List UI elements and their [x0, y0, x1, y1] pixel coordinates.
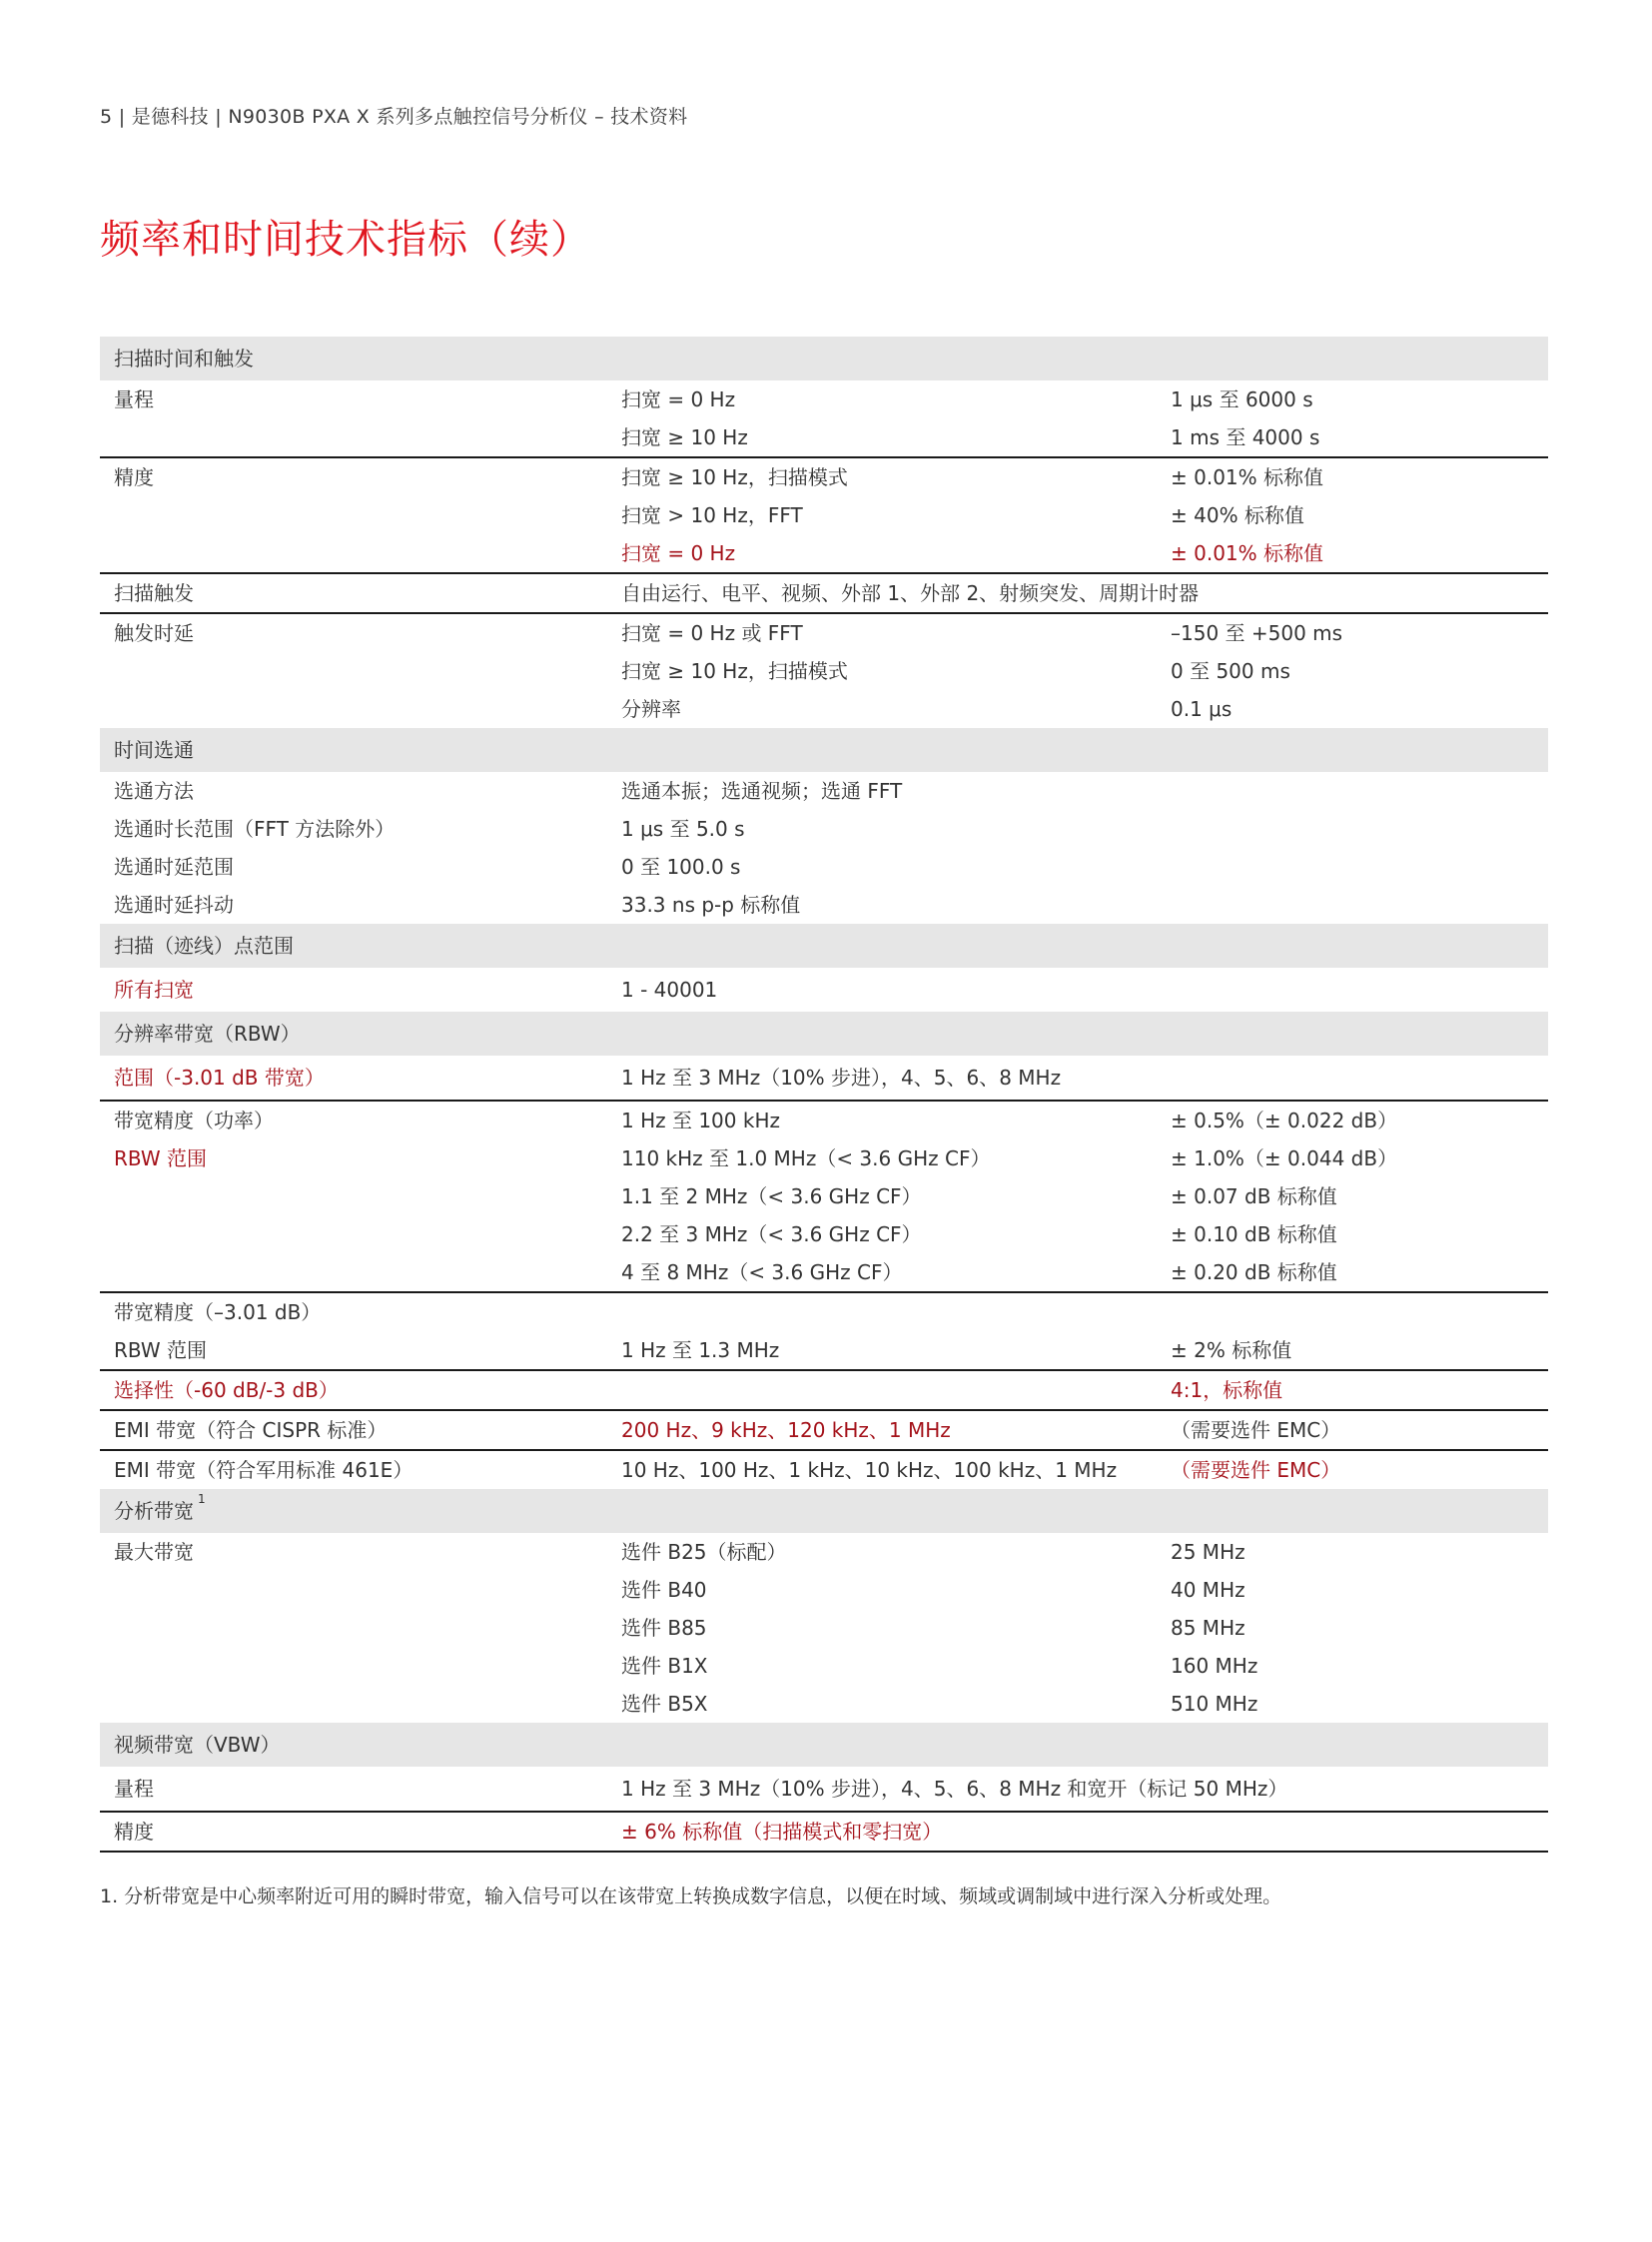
condition-cell: 选件 B5X — [621, 1692, 708, 1716]
value-cell: 160 MHz — [1171, 1654, 1258, 1678]
parameter-cell: 带宽精度（–3.01 dB） — [100, 1292, 607, 1331]
section-title-text: 分析带宽 — [114, 1499, 194, 1523]
condition-cell: 10 Hz、100 Hz、1 kHz、10 kHz、100 kHz、1 MHz — [607, 1450, 1157, 1489]
running-header: 5 | 是德科技 | N9030B PXA X 系列多点触控信号分析仪 – 技术资料 — [100, 106, 688, 128]
value-cell: 40 MHz — [1171, 1578, 1245, 1602]
table-row — [100, 1647, 1548, 1685]
condition-cell: 选件 B25（标配） — [621, 1540, 787, 1564]
parameter-cell — [100, 690, 607, 728]
parameter-cell: 最大带宽 — [114, 1540, 194, 1564]
section-title-text: 视频带宽（VBW） — [114, 1733, 281, 1757]
section-title-text: 时间选通 — [114, 738, 194, 762]
parameter-cell: 精度 — [100, 457, 607, 496]
value-cell: ± 0.20 dB 标称值 — [1171, 1260, 1337, 1284]
parameter-cell: 范围（-3.01 dB 带宽） — [114, 1066, 325, 1090]
parameter-cell — [100, 1571, 607, 1609]
condition-cell: 分辨率 — [621, 697, 681, 721]
table-row — [100, 1533, 1548, 1571]
condition-cell: 110 kHz 至 1.0 MHz（< 3.6 GHz CF） — [621, 1146, 991, 1170]
table-row — [100, 1767, 1548, 1812]
table-row — [100, 613, 1548, 652]
condition-cell: 1 Hz 至 3 MHz（10% 步进），4、5、6、8 MHz — [621, 1066, 1062, 1090]
parameter-cell: 量程 — [114, 1777, 154, 1801]
parameter-cell: RBW 范围 — [114, 1146, 208, 1170]
parameter-cell: 触发时延 — [100, 613, 607, 652]
section-title — [100, 1489, 1548, 1533]
condition-cell: 1 μs 至 5.0 s — [621, 817, 745, 841]
parameter-cell — [100, 1215, 607, 1253]
table-row — [100, 1370, 1548, 1410]
section-header-row — [100, 1012, 1548, 1056]
table-row — [100, 1177, 1548, 1215]
section-title — [100, 1012, 1548, 1056]
condition-cell: 扫宽 ≥ 10 Hz，扫描模式 — [621, 659, 848, 683]
section-title — [100, 924, 1548, 968]
condition-cell: 1 - 40001 — [621, 978, 718, 1002]
parameter-cell: 选通方法 — [114, 779, 194, 803]
condition-cell: 扫宽 = 0 Hz — [621, 541, 736, 565]
table-row — [100, 772, 1548, 810]
condition-cell: 选件 B85 — [621, 1616, 707, 1640]
parameter-cell: 选通时延抖动 — [114, 893, 234, 917]
value-cell — [1157, 1812, 1548, 1852]
table-row — [100, 1215, 1548, 1253]
value-cell — [1157, 968, 1548, 1012]
value-cell: ± 1.0%（± 0.044 dB） — [1171, 1146, 1398, 1170]
table-row — [100, 1292, 1548, 1331]
parameter-cell — [100, 418, 607, 457]
parameter-cell: 选通时长范围（FFT 方法除外） — [114, 817, 396, 841]
condition-cell: 选件 B1X — [621, 1654, 708, 1678]
section-title-text: 扫描（迹线）点范围 — [114, 934, 294, 958]
value-cell: 1 μs 至 6000 s — [1171, 387, 1313, 411]
table-row — [100, 573, 1548, 613]
value-cell — [1157, 1056, 1548, 1101]
value-cell — [1157, 772, 1548, 810]
value-cell: 510 MHz — [1171, 1692, 1258, 1716]
parameter-cell: 量程 — [114, 387, 154, 411]
parameter-cell — [100, 496, 607, 534]
condition-cell: 33.3 ns p-p 标称值 — [621, 893, 801, 917]
condition-cell: 选件 B40 — [621, 1578, 707, 1602]
parameter-cell: 带宽精度（功率） — [100, 1101, 607, 1139]
section-title — [100, 1723, 1548, 1767]
table-row — [100, 848, 1548, 886]
table-row — [100, 1812, 1548, 1852]
value-cell: ± 0.5%（± 0.022 dB） — [1157, 1101, 1548, 1139]
table-row — [100, 1410, 1548, 1450]
table-row — [100, 1450, 1548, 1489]
parameter-cell: EMI 带宽（符合 CISPR 标准） — [100, 1410, 607, 1450]
condition-cell: 1 Hz 至 3 MHz（10% 步进），4、5、6、8 MHz 和宽开（标记 50 MHz） — [621, 1777, 1288, 1801]
parameter-cell — [100, 1647, 607, 1685]
condition-cell: 1.1 至 2 MHz（< 3.6 GHz CF） — [621, 1184, 922, 1208]
section-header-row — [100, 1723, 1548, 1767]
table-row — [100, 1609, 1548, 1647]
condition-cell: ± 6% 标称值（扫描模式和零扫宽） — [607, 1812, 1157, 1852]
condition-cell: 1 Hz 至 1.3 MHz — [621, 1338, 780, 1362]
condition-cell: 4 至 8 MHz（< 3.6 GHz CF） — [621, 1260, 903, 1284]
value-cell: （需要选件 EMC） — [1157, 1410, 1548, 1450]
value-cell: 1 ms 至 4000 s — [1171, 425, 1320, 449]
value-cell: ± 40% 标称值 — [1171, 503, 1304, 527]
parameter-cell — [100, 1609, 607, 1647]
parameter-cell: 选择性（-60 dB/-3 dB） — [100, 1370, 607, 1410]
condition-cell: 选通本振；选通视频；选通 FFT — [621, 779, 903, 803]
value-cell — [1157, 810, 1548, 848]
value-cell: ± 0.10 dB 标称值 — [1171, 1222, 1337, 1246]
table-row — [100, 1571, 1548, 1609]
condition-cell: 自由运行、电平、视频、外部 1、外部 2、射频突发、周期计时器 — [607, 573, 1157, 613]
value-cell: 85 MHz — [1171, 1616, 1245, 1640]
condition-cell — [607, 1370, 1157, 1410]
table-row — [100, 457, 1548, 496]
section-title — [100, 337, 1548, 380]
footnote-marker: 1 — [198, 1492, 206, 1506]
condition-cell — [607, 1292, 1157, 1331]
condition-cell: 200 Hz、9 kHz、120 kHz、1 MHz — [607, 1410, 1157, 1450]
parameter-cell: 所有扫宽 — [114, 978, 194, 1002]
table-row — [100, 534, 1548, 573]
value-cell: –150 至 +500 ms — [1157, 613, 1548, 652]
value-cell: 0 至 500 ms — [1171, 659, 1290, 683]
value-cell: ± 0.01% 标称值 — [1171, 541, 1324, 565]
table-row — [100, 1056, 1548, 1101]
condition-cell: 扫宽 = 0 Hz 或 FFT — [607, 613, 1157, 652]
section-title-text: 扫描时间和触发 — [114, 347, 254, 371]
table-row — [100, 886, 1548, 924]
parameter-cell: RBW 范围 — [114, 1338, 208, 1362]
parameter-cell — [100, 1177, 607, 1215]
table-row — [100, 418, 1548, 457]
value-cell — [1157, 1292, 1548, 1331]
value-cell: 25 MHz — [1171, 1540, 1245, 1564]
value-cell — [1157, 886, 1548, 924]
spec-table — [100, 337, 1548, 1853]
section-header-row — [100, 337, 1548, 380]
condition-cell: 扫宽 ≥ 10 Hz，扫描模式 — [607, 457, 1157, 496]
table-row — [100, 1139, 1548, 1177]
table-row — [100, 380, 1548, 418]
parameter-cell — [100, 652, 607, 690]
parameter-cell: 扫描触发 — [100, 573, 607, 613]
table-row — [100, 496, 1548, 534]
condition-cell: 扫宽 ≥ 10 Hz — [621, 425, 748, 449]
table-row — [100, 1685, 1548, 1723]
section-header-row — [100, 1489, 1548, 1533]
section-title — [100, 728, 1548, 772]
parameter-cell — [100, 1253, 607, 1292]
value-cell: （需要选件 EMC） — [1157, 1450, 1548, 1489]
value-cell: ± 0.01% 标称值 — [1157, 457, 1548, 496]
table-row — [100, 1253, 1548, 1292]
parameter-cell — [100, 1685, 607, 1723]
condition-cell: 扫宽 = 0 Hz — [621, 387, 736, 411]
value-cell — [1157, 573, 1548, 613]
condition-cell: 0 至 100.0 s — [621, 855, 741, 879]
value-cell: 0.1 μs — [1171, 697, 1233, 721]
value-cell: 4:1，标称值 — [1157, 1370, 1548, 1410]
condition-cell: 1 Hz 至 100 kHz — [607, 1101, 1157, 1139]
table-row — [100, 690, 1548, 728]
parameter-cell: EMI 带宽（符合军用标准 461E） — [100, 1450, 607, 1489]
section-header-row — [100, 728, 1548, 772]
table-row — [100, 810, 1548, 848]
footnote: 1. 分析带宽是中心频率附近可用的瞬时带宽，输入信号可以在该带宽上转换成数字信息，以便在时域、频域或调制域中进行深入分析或处理。 — [100, 1885, 1282, 1907]
parameter-cell — [100, 534, 607, 573]
value-cell: ± 0.07 dB 标称值 — [1171, 1184, 1337, 1208]
value-cell: ± 2% 标称值 — [1171, 1338, 1292, 1362]
condition-cell: 2.2 至 3 MHz（< 3.6 GHz CF） — [621, 1222, 922, 1246]
condition-cell: 扫宽 > 10 Hz，FFT — [621, 503, 803, 527]
section-title-text: 分辨率带宽（RBW） — [114, 1022, 301, 1046]
page-title: 频率和时间技术指标（续） — [100, 217, 591, 263]
table-row — [100, 1101, 1548, 1139]
table-row — [100, 968, 1548, 1012]
table-row — [100, 652, 1548, 690]
table-row — [100, 1331, 1548, 1370]
parameter-cell: 选通时延范围 — [114, 855, 234, 879]
value-cell — [1157, 848, 1548, 886]
parameter-cell: 精度 — [100, 1812, 607, 1852]
section-header-row — [100, 924, 1548, 968]
